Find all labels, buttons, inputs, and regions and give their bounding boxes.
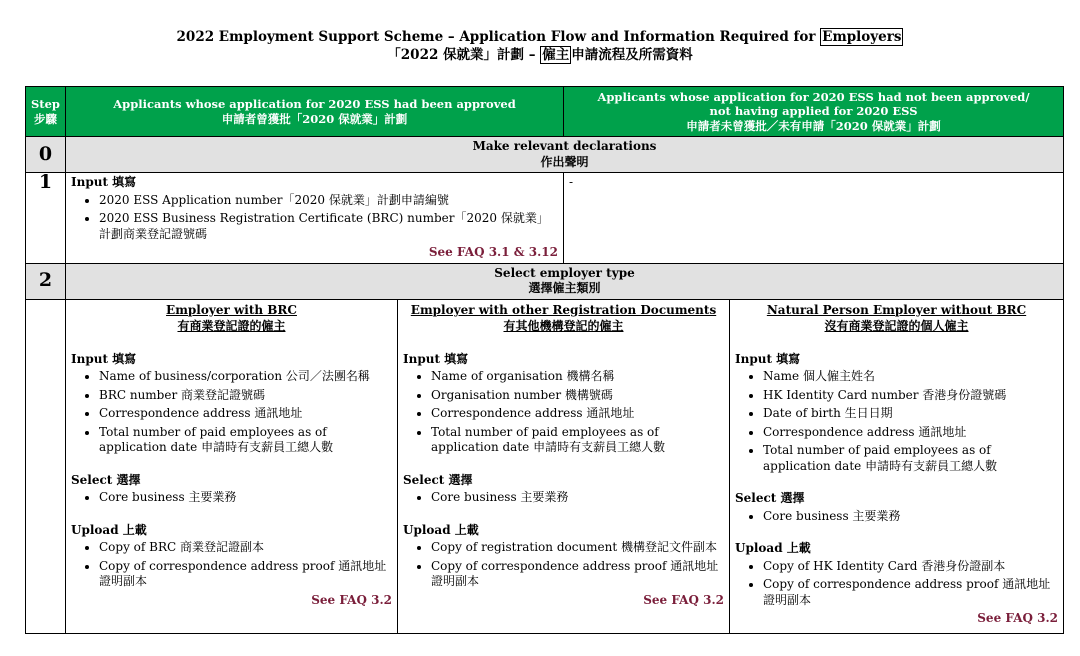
select-label: Select 選擇 bbox=[735, 491, 805, 505]
list-item: • Name of business/corporation 公司／法團名稱 bbox=[99, 369, 392, 385]
list-item: • 2020 ESS Business Registration Certificate (BRC) number「2020 保就業」計劃商業登記證號碼 bbox=[99, 211, 558, 242]
approved-header: Applicants whose application for 2020 ESS had been approved 申請者曾獲批「2020 保就業」計劃 bbox=[66, 87, 564, 137]
upload-list bbox=[71, 540, 392, 590]
employer-type-column-natural-person bbox=[730, 299, 1064, 633]
input-list bbox=[735, 369, 1058, 474]
step-1-row bbox=[26, 173, 1064, 264]
upload-list bbox=[735, 559, 1058, 609]
employer-type-row bbox=[26, 299, 1064, 633]
input-label: Input 填寫 bbox=[403, 351, 469, 366]
list-item: • Total number of paid employees as of application date 申請時有支薪員工總人數 bbox=[763, 443, 1058, 474]
employer-type-column-brc bbox=[66, 299, 398, 633]
list-item: • Organisation number 機構號碼 bbox=[431, 388, 724, 404]
list-item: • Total number of paid employees as of application date 申請時有支薪員工總人數 bbox=[431, 425, 724, 456]
list-item: • Correspondence address 通訊地址 bbox=[431, 406, 724, 422]
list-item: • Correspondence address 通訊地址 bbox=[99, 406, 392, 422]
title-english bbox=[0, 28, 1080, 46]
input-label: Input 填寫 bbox=[71, 175, 137, 189]
input-list bbox=[71, 369, 392, 456]
select-label: Select 選擇 bbox=[403, 472, 473, 487]
faq-reference: See FAQ 3.2 bbox=[643, 592, 724, 607]
list-item: • 2020 ESS Application number「2020 保就業」計劃申請編號 bbox=[99, 193, 558, 209]
step-1-not-approved-cell: - bbox=[564, 173, 1064, 264]
list-item: • Core business 主要業務 bbox=[763, 509, 1058, 525]
list-item: • BRC number 商業登記證號碼 bbox=[99, 388, 392, 404]
column-title: Employer with BRC 有商業登記證的僱主 bbox=[166, 302, 297, 333]
step-2-row bbox=[26, 263, 1064, 299]
input-label: Input 填寫 bbox=[71, 351, 137, 366]
list-item: • Name 個人僱主姓名 bbox=[763, 369, 1058, 385]
list-item: • Date of birth 生日日期 bbox=[763, 406, 1058, 422]
application-flow-table bbox=[25, 86, 1064, 634]
faq-reference: See FAQ 3.2 bbox=[311, 592, 392, 607]
select-label: Select 選擇 bbox=[71, 472, 141, 487]
step-0-number: 0 bbox=[26, 137, 66, 173]
document-title bbox=[0, 28, 1080, 64]
list-item: • HK Identity Card number 香港身份證號碼 bbox=[763, 388, 1058, 404]
list-item: • Copy of correspondence address proof 通訊地址證明副本 bbox=[99, 559, 392, 590]
header-row bbox=[26, 87, 1064, 137]
title-zh-suffix: 申請流程及所需資料 bbox=[571, 47, 693, 63]
step-header: Step 步驟 bbox=[26, 87, 66, 137]
list-item: • Total number of paid employees as of application date 申請時有支薪員工總人數 bbox=[99, 425, 392, 456]
upload-label: Upload 上載 bbox=[735, 541, 811, 555]
title-zh-boxed-word: 僱主 bbox=[542, 47, 570, 63]
column-title: Employer with other Registration Documents 有其他機構登記的僱主 bbox=[410, 302, 717, 333]
step-0-row bbox=[26, 137, 1064, 173]
upload-label: Upload 上載 bbox=[71, 522, 147, 537]
list-item: • Copy of HK Identity Card 香港身份證副本 bbox=[763, 559, 1058, 575]
input-list bbox=[403, 369, 724, 456]
step-1-approved-cell bbox=[66, 173, 564, 264]
step-1-input-list bbox=[71, 193, 558, 243]
list-item: • Copy of correspondence address proof 通訊地址證明副本 bbox=[431, 559, 724, 590]
list-item: • Copy of correspondence address proof 通訊地址證明副本 bbox=[763, 577, 1058, 608]
select-list bbox=[735, 509, 1058, 525]
step-2-content: Select employer type 選擇僱主類別 bbox=[66, 263, 1064, 299]
faq-reference: See FAQ 3.2 bbox=[977, 611, 1059, 625]
list-item: • Copy of registration document 機構登記文件副本 bbox=[431, 540, 724, 556]
title-chinese bbox=[0, 46, 1080, 64]
select-list bbox=[403, 490, 724, 506]
upload-label: Upload 上載 bbox=[403, 522, 479, 537]
list-item: • Copy of BRC 商業登記證副本 bbox=[99, 540, 392, 556]
list-item: • Core business 主要業務 bbox=[431, 490, 724, 506]
empty-step-cell bbox=[26, 299, 66, 633]
list-item: • Name of organisation 機構名稱 bbox=[431, 369, 724, 385]
upload-list bbox=[403, 540, 724, 590]
list-item: • Core business 主要業務 bbox=[99, 490, 392, 506]
list-item: • Correspondence address 通訊地址 bbox=[763, 425, 1058, 441]
faq-reference: See FAQ 3.1 & 3.12 bbox=[428, 245, 558, 259]
step-0-content: Make relevant declarations 作出聲明 bbox=[66, 137, 1064, 173]
step-1-number: 1 bbox=[26, 173, 66, 264]
title-zh-prefix: 「2022 保就業」計劃 – bbox=[387, 47, 541, 63]
column-title: Natural Person Employer without BRC 沒有商業登記證的個人僱主 bbox=[766, 302, 1027, 333]
select-list bbox=[71, 490, 392, 506]
not-approved-header: Applicants whose application for 2020 ESS had not been approved/ not having applied for 2020 ESS 申請者未曾獲批／未有申請「2020 保就業」計劃 bbox=[564, 87, 1064, 137]
input-label: Input 填寫 bbox=[735, 351, 801, 366]
employer-type-column-other-docs bbox=[398, 299, 730, 633]
title-en-text: 2022 Employment Support Scheme – Application Flow and Information Required for bbox=[176, 29, 816, 45]
title-en-boxed-word: Employers bbox=[822, 29, 902, 45]
step-2-number: 2 bbox=[26, 263, 66, 299]
